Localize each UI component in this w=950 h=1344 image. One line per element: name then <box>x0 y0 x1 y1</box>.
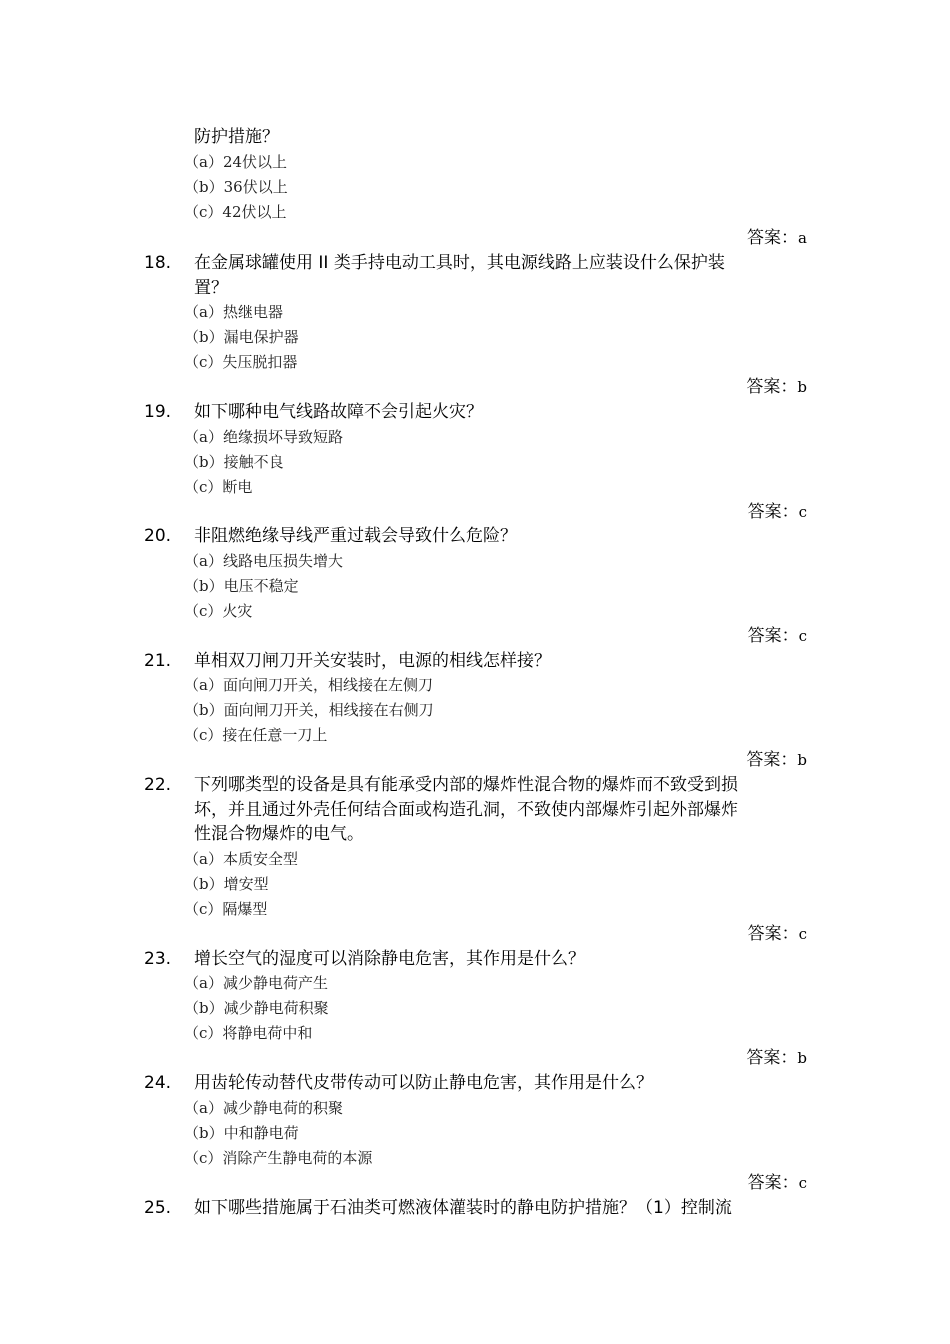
option-b: （b）中和静电荷 <box>184 1124 299 1142</box>
answer-label: 答案： <box>747 1173 799 1193</box>
answer-label: 答案： <box>747 924 799 944</box>
question-text-continued: 防护措施？ <box>194 127 279 147</box>
answer-label: 答案： <box>746 1048 798 1068</box>
option-c: （c）隔爆型 <box>184 900 268 918</box>
option-a: （a）本质安全型 <box>184 850 298 868</box>
option-c: （c）失压脱扣器 <box>184 353 298 371</box>
answer-value: c <box>798 627 807 645</box>
answer-label: 答案： <box>747 626 799 646</box>
option-b: （b）面向闸刀开关，相线接在右侧刀 <box>184 701 434 719</box>
option-c: （c）42伏以上 <box>184 203 287 221</box>
answer-label: 答案： <box>747 228 799 248</box>
question-number: 22. <box>144 775 172 795</box>
option-c: （c）火灾 <box>184 602 253 620</box>
question-text-line: 在金属球罐使用 II 类手持电动工具时，其电源线路上应装设什么保护装 <box>194 253 725 273</box>
option-a: （a）减少静电荷产生 <box>184 974 328 992</box>
question-text-line: 用齿轮传动替代皮带传动可以防止静电危害，其作用是什么？ <box>194 1073 653 1093</box>
option-a: （a）面向闸刀开关，相线接在左侧刀 <box>184 676 433 694</box>
question-number: 19. <box>144 402 172 422</box>
answer-value: b <box>797 1049 807 1067</box>
answer-label: 答案： <box>746 750 798 770</box>
question-number: 18. <box>144 253 172 273</box>
question-text-line: 增长空气的湿度可以消除静电危害，其作用是什么？ <box>194 949 585 969</box>
answer-label: 答案： <box>746 377 798 397</box>
option-c: （c）将静电荷中和 <box>184 1024 313 1042</box>
answer-value: b <box>797 751 807 769</box>
question-text-line: 下列哪类型的设备是具有能承受内部的爆炸性混合物的爆炸而不致受到损 <box>194 775 738 795</box>
option-c: （c）消除产生静电荷的本源 <box>184 1149 373 1167</box>
answer-label: 答案： <box>747 502 799 522</box>
option-a: （a）绝缘损坏导致短路 <box>184 428 343 446</box>
question-number: 20. <box>144 526 172 546</box>
answer-line <box>746 748 807 773</box>
option-b: （b）增安型 <box>184 875 269 893</box>
answer-value: c <box>798 503 807 521</box>
question-text-line: 如下哪种电气线路故障不会引起火灾？ <box>194 402 483 422</box>
question-text-line: 性混合物爆炸的电气。 <box>194 824 364 844</box>
answer-value: a <box>798 229 807 247</box>
answer-line <box>748 624 807 649</box>
answer-line <box>746 1046 807 1071</box>
answer-line <box>747 226 807 251</box>
option-c: （c）接在任意一刀上 <box>184 726 328 744</box>
question-number: 24. <box>144 1073 172 1093</box>
question-text-line: 如下哪些措施属于石油类可燃液体灌装时的静电防护措施？（1）控制流 <box>194 1198 732 1218</box>
question-text-line: 单相双刀闸刀开关安装时，电源的相线怎样接？ <box>194 651 551 671</box>
answer-line <box>748 922 807 947</box>
option-a: （a）热继电器 <box>184 303 283 321</box>
option-a: （a）减少静电荷的积聚 <box>184 1099 343 1117</box>
option-a: （a）线路电压损失增大 <box>184 552 343 570</box>
question-number: 25. <box>144 1198 172 1218</box>
question-number: 23. <box>144 949 172 969</box>
answer-value: b <box>797 378 807 396</box>
answer-line <box>748 500 807 525</box>
option-b: （b）电压不稳定 <box>184 577 299 595</box>
option-c: （c）断电 <box>184 478 253 496</box>
option-a: （a）24伏以上 <box>184 153 288 171</box>
option-b: （b）漏电保护器 <box>184 328 299 346</box>
answer-value: c <box>798 925 807 943</box>
answer-line <box>746 375 807 400</box>
option-b: （b）减少静电荷积聚 <box>184 999 329 1017</box>
answer-value: c <box>798 1174 807 1192</box>
question-text-line: 非阻燃绝缘导线严重过载会导致什么危险？ <box>194 526 517 546</box>
question-text-line: 置？ <box>194 278 228 298</box>
answer-line <box>748 1171 807 1196</box>
option-b: （b）接触不良 <box>184 453 284 471</box>
option-b: （b）36伏以上 <box>184 178 288 196</box>
question-text-line: 坏，并且通过外壳任何结合面或构造孔洞，不致使内部爆炸引起外部爆炸 <box>194 800 738 820</box>
question-number: 21. <box>144 651 172 671</box>
